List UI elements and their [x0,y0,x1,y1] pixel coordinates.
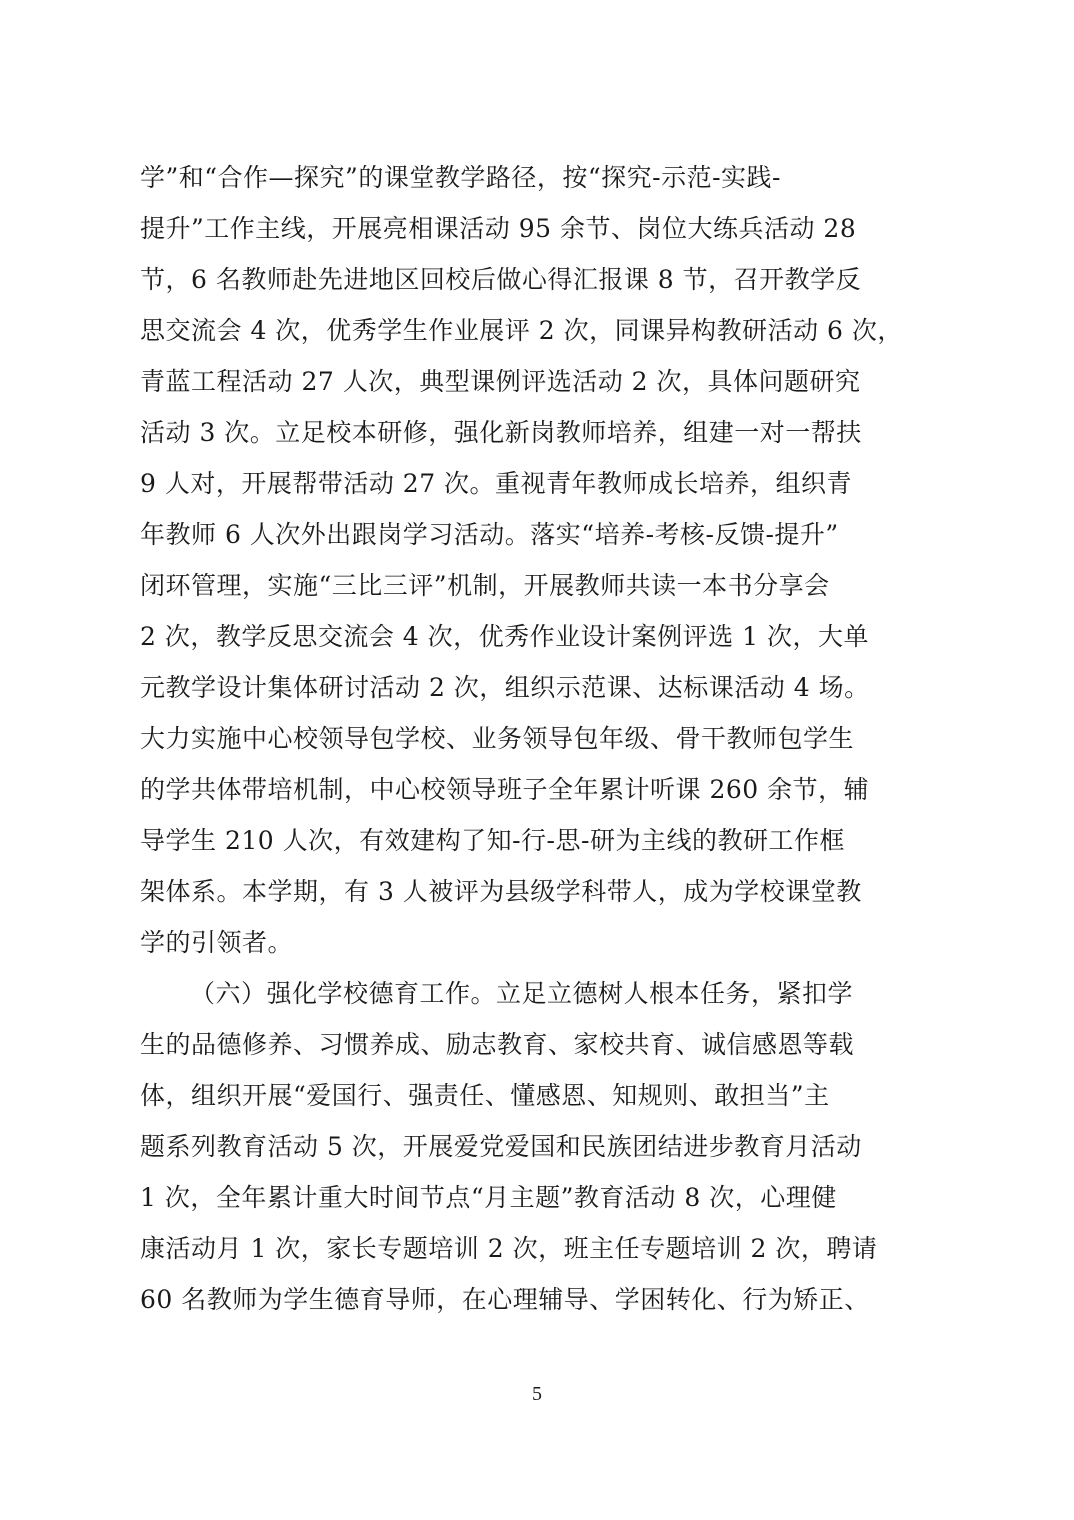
text-line: 60 名教师为学生德育导师，在心理辅导、学困转化、行为矫正、 [140,1285,870,1314]
text-line: 大力实施中心校领导包学校、业务领导包年级、骨干教师包学生 [140,724,855,753]
text-line: 提升”工作主线，开展亮相课活动 95 余节、岗位大练兵活动 28 [140,214,857,243]
text-line: 生的品德修养、习惯养成、励志教育、家校共育、诚信感恩等载 [140,1030,855,1059]
page-number: 5 [532,1383,542,1405]
text-line: 元教学设计集体研讨活动 2 次，组织示范课、达标课活动 4 场。 [140,673,870,702]
text-line: 学”和“合作—探究”的课堂教学路径，按“探究-示范-实践- [140,163,781,192]
text-line: 思交流会 4 次，优秀学生作业展评 2 次，同课异构教研活动 6 次， [140,316,903,345]
text-line: 的学共体带培机制，中心校领导班子全年累计听课 260 余节，辅 [140,775,870,804]
text-line: 学的引领者。 [140,928,294,957]
text-line: 闭环管理，实施“三比三评”机制，开展教师共读一本书分享会 [140,571,830,600]
text-line: 题系列教育活动 5 次，开展爱党爱国和民族团结进步教育月活动 [140,1132,862,1161]
text-line: 活动 3 次。立足校本研修，强化新岗教师培养，组建一对一帮扶 [140,418,862,447]
text-line: 导学生 210 人次，有效建构了知-行-思-研为主线的教研工作框 [140,826,845,855]
text-line: 年教师 6 人次外出跟岗学习活动。落实“培养-考核-反馈-提升” [140,520,839,549]
paragraph-heading-line: （六）强化学校德育工作。立足立德树人根本任务，紧扣学 [190,979,854,1008]
text-line: 架体系。本学期，有 3 人被评为县级学科带人，成为学校课堂教 [140,877,862,906]
text-line: 康活动月 1 次，家长专题培训 2 次，班主任专题培训 2 次，聘请 [140,1234,878,1263]
text-line: 1 次，全年累计重大时间节点“月主题”教育活动 8 次，心理健 [140,1183,837,1212]
text-line: 青蓝工程活动 27 人次，典型课例评选活动 2 次，具体问题研究 [140,367,861,396]
text-line: 2 次，教学反思交流会 4 次，优秀作业设计案例评选 1 次，大单 [140,622,869,651]
text-line: 体，组织开展“爱国行、强责任、懂感恩、知规则、敢担当”主 [140,1081,830,1110]
text-line: 节，6 名教师赴先进地区回校后做心得汇报课 8 节，召开教学反 [140,265,862,294]
text-line: 9 人对，开展帮带活动 27 次。重视青年教师成长培养，组织青 [140,469,853,498]
